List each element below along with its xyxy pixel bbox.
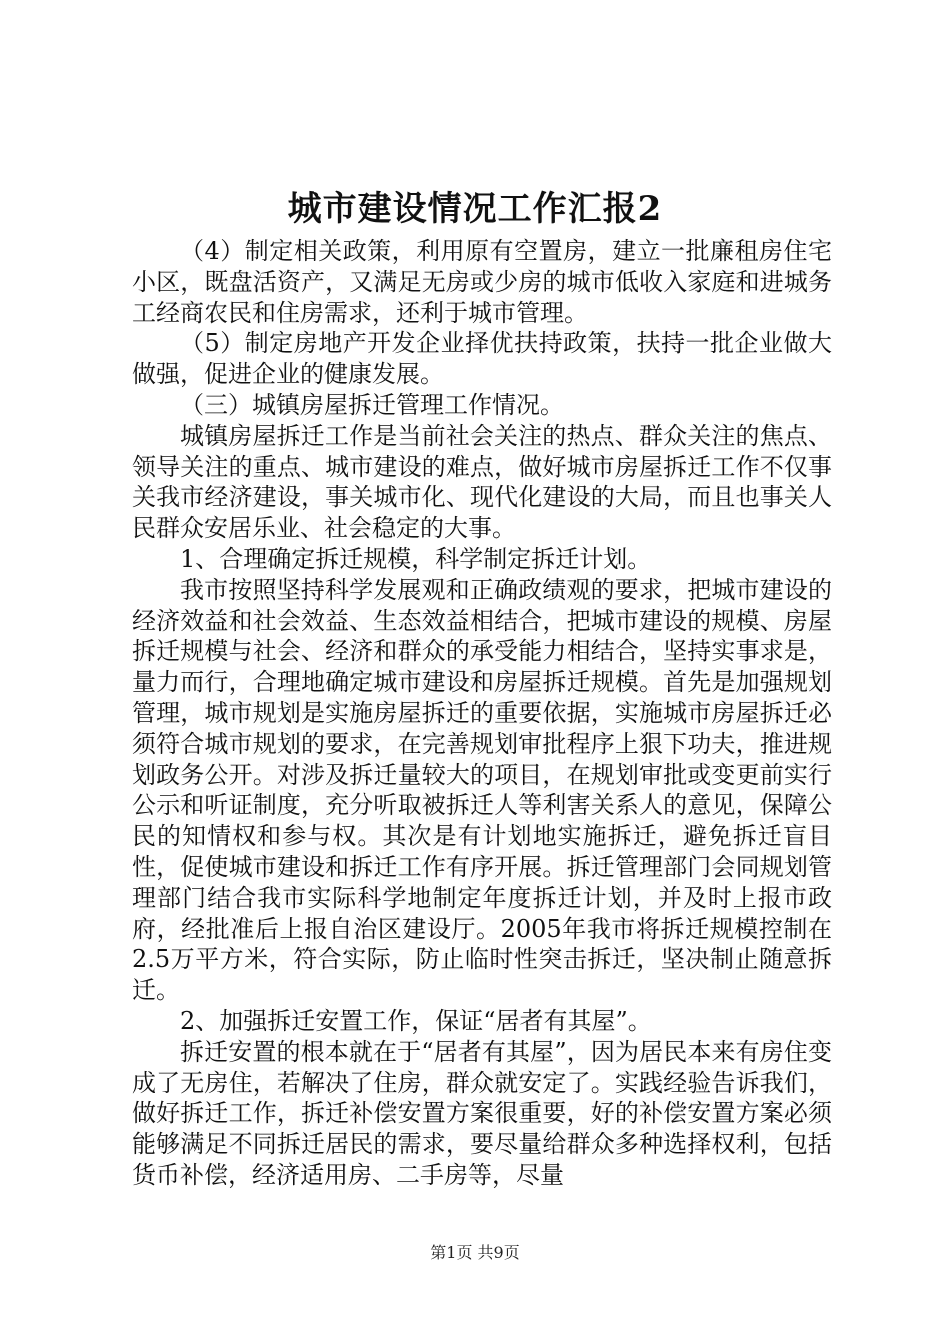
page-number-footer: 第1页 共9页 — [430, 1243, 520, 1262]
paragraph-policy-5: （5）制定房地产开发企业择优扶持政策，扶持一批企业做大做强，促进企业的健康发展。 — [132, 329, 832, 389]
document-title: 城市建设情况工作汇报2 — [287, 189, 663, 229]
paragraph-planning: 我市按照坚持科学发展观和正确政绩观的要求，把城市建设的经济效益和社会效益、生态效益相结合，把城市建设的规模、房屋拆迁规模与社会、经济和群众的承受能力相结合，坚持实事求是，量力而行，合理地确定城市建设和房屋拆迁规模。首先是加强规划管理，城市规划是实施房屋拆迁的重要依据，实施城市房屋拆迁必须符合城市规划的要求，在完善规划审批程序上狠下功夫，推进规划政务公开。对涉及拆迁量较大的项目，在规划审批或变更前实行公示和听证制度，充分听取被拆迁人等利害关系人的意见，保障公民的知情权和参与权。其次是有计划地实施拆迁，避免拆迁盲目性，促使城市建设和拆迁工作有序开展。拆迁管理部门会同规划管理部门结合我市实际科学地制定年度拆迁计划，并及时上报市政府，经批准后上报自治区建设厅。2005年我市将拆迁规模控制在2.5万平方米，符合实际，防止临时性突击拆迁，坚决制止随意拆迁。 — [132, 575, 832, 1005]
paragraph-policy-4: （4）制定相关政策，利用原有空置房，建立一批廉租房住宅小区，既盘活资产，又满足无房或少房的城市低收入家庭和进城务工经商农民和住房需求，还利于城市管理。 — [132, 237, 832, 327]
document-body — [132, 236, 832, 1191]
subheading-2: 2、加强拆迁安置工作，保证“居者有其屋”。 — [180, 1006, 652, 1035]
paragraph-resettlement: 拆迁安置的根本就在于“居者有其屋”，因为居民本来有房住变成了无房住，若解决了住房，群众就安定了。实践经验告诉我们，做好拆迁工作，拆迁补偿安置方案很重要，好的补偿安置方案必须能够满足不同拆迁居民的需求，要尽量给群众多种选择权利，包括货币补偿，经济适用房、二手房等，尽量 — [132, 1037, 832, 1189]
section-heading-demolition: （三）城镇房屋拆迁管理工作情况。 — [180, 390, 564, 419]
paragraph-demolition-intro: 城镇房屋拆迁工作是当前社会关注的热点、群众关注的焦点、领导关注的重点、城市建设的难点，做好城市房屋拆迁工作不仅事关我市经济建设，事关城市化、现代化建设的大局，而且也事关人民群众安居乐业、社会稳定的大事。 — [132, 421, 832, 543]
subheading-1: 1、合理确定拆迁规模，科学制定拆迁计划。 — [180, 544, 652, 573]
